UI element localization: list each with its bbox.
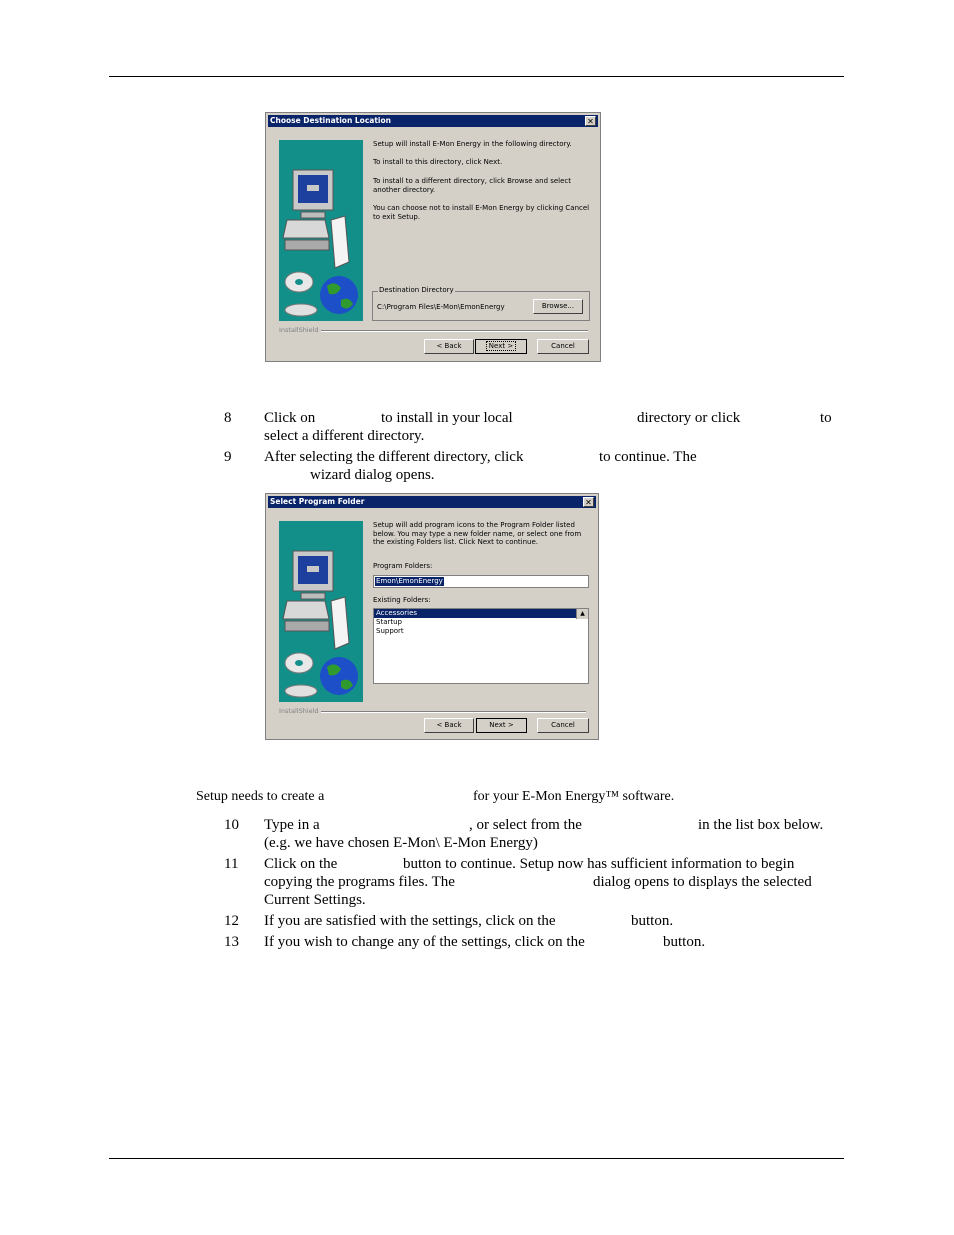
choose-destination-dialog	[265, 112, 601, 362]
step-9-text-a: After selecting the different directory, click	[264, 449, 524, 465]
computer-cd-globe-icon	[279, 521, 363, 702]
step-11-text-c: copying the programs files. The	[264, 874, 455, 890]
step-10-text-c: in the list box below.	[698, 817, 824, 833]
next-button[interactable]: Next >	[475, 339, 527, 354]
footer-rule	[109, 1158, 844, 1159]
setup-computer-artwork	[279, 521, 363, 702]
dialog-title: Select Program Folder	[270, 497, 365, 506]
dialog-text-3: To install to a different directory, click Browse and select another directory.	[373, 177, 572, 194]
installshield-label: InstallShield	[279, 707, 319, 715]
cancel-button[interactable]: Cancel	[537, 718, 589, 733]
program-folder-input[interactable]: Emon\EmonEnergy	[373, 575, 589, 588]
step-13-text-b: button.	[663, 934, 706, 950]
back-button[interactable]: < Back	[424, 339, 474, 354]
destination-directory-group	[372, 286, 590, 321]
select-program-folder-dialog	[265, 493, 599, 740]
step-8-text-a: Click on	[264, 410, 316, 426]
step-8-text-b: to install in your local	[381, 410, 513, 426]
dialog-title-bar	[268, 115, 598, 127]
cancel-button[interactable]: Cancel	[537, 339, 589, 354]
program-folders-label: Program Folders:	[373, 562, 433, 570]
step-13-text-a: If you wish to change any of the settings, click on the	[264, 934, 585, 950]
dialog-text-1: Setup will add program icons to the Program Folder listed below. You may type a new folder name, or select one from the existing Folders list. Click Next to continue.	[373, 521, 582, 546]
dialog-title: Choose Destination Location	[270, 116, 391, 125]
step-9-text-c: wizard dialog opens.	[310, 467, 435, 483]
existing-folders-list[interactable]	[373, 608, 589, 684]
step-9-number: 9	[224, 449, 232, 465]
dialog-text-4: You can choose not to install E-Mon Energy by clicking Cancel to exit Setup.	[373, 204, 590, 221]
setup-text-a: Setup needs to create a	[196, 789, 325, 804]
dialog-text-2: To install to this directory, click Next.	[373, 158, 503, 166]
back-button[interactable]: < Back	[424, 718, 474, 733]
browse-button[interactable]: Browse...	[533, 299, 583, 314]
step-8-text-c: directory or click	[637, 410, 741, 426]
header-rule	[109, 76, 844, 77]
step-11-text-d: dialog opens to displays the selected	[593, 874, 812, 890]
destination-directory-label: Destination Directory	[379, 286, 454, 294]
installshield-label: InstallShield	[279, 326, 319, 334]
next-button[interactable]: Next >	[476, 718, 527, 733]
step-10-text-d: (e.g. we have chosen E-Mon\ E-Mon Energy)	[264, 835, 538, 851]
list-item[interactable]: Startup	[376, 618, 402, 626]
list-item[interactable]: Support	[376, 627, 404, 635]
list-item[interactable]: Accessories	[374, 609, 576, 618]
installshield-divider	[279, 711, 586, 713]
computer-cd-globe-icon	[279, 140, 363, 321]
step-9-text-b: to continue. The	[599, 449, 697, 465]
step-8-text-d: to	[820, 410, 832, 426]
step-8-number: 8	[224, 410, 232, 426]
existing-folders-label: Existing Folders:	[373, 596, 431, 604]
step-10-number: 10	[224, 817, 239, 833]
step-8-text-e: select a different directory.	[264, 428, 425, 444]
step-11-text-b: button to continue. Setup now has sufficient information to begin	[403, 856, 795, 872]
step-11-text-e: Current Settings.	[264, 892, 366, 908]
step-12-text-b: button.	[631, 913, 674, 929]
dialog-text-1: Setup will install E-Mon Energy in the following directory.	[373, 140, 572, 148]
step-10-text-a: Type in a	[264, 817, 320, 833]
installshield-divider	[279, 330, 588, 332]
step-12-text-a: If you are satisfied with the settings, click on the	[264, 913, 556, 929]
step-11-text-a: Click on the	[264, 856, 338, 872]
step-10-text-b: , or select from the	[469, 817, 582, 833]
close-icon[interactable]: ✕	[583, 497, 594, 507]
step-13-number: 13	[224, 934, 239, 950]
dialog-title-bar	[268, 496, 596, 508]
step-11-number: 11	[224, 856, 239, 872]
setup-computer-artwork	[279, 140, 363, 321]
scroll-up-arrow-icon[interactable]: ▲	[576, 609, 588, 619]
step-12-number: 12	[224, 913, 239, 929]
destination-path: C:\Program Files\E-Mon\EmonEnergy	[377, 303, 505, 311]
close-icon[interactable]: ✕	[585, 116, 596, 126]
setup-text-b: for your E-Mon Energy™ software.	[473, 789, 675, 804]
